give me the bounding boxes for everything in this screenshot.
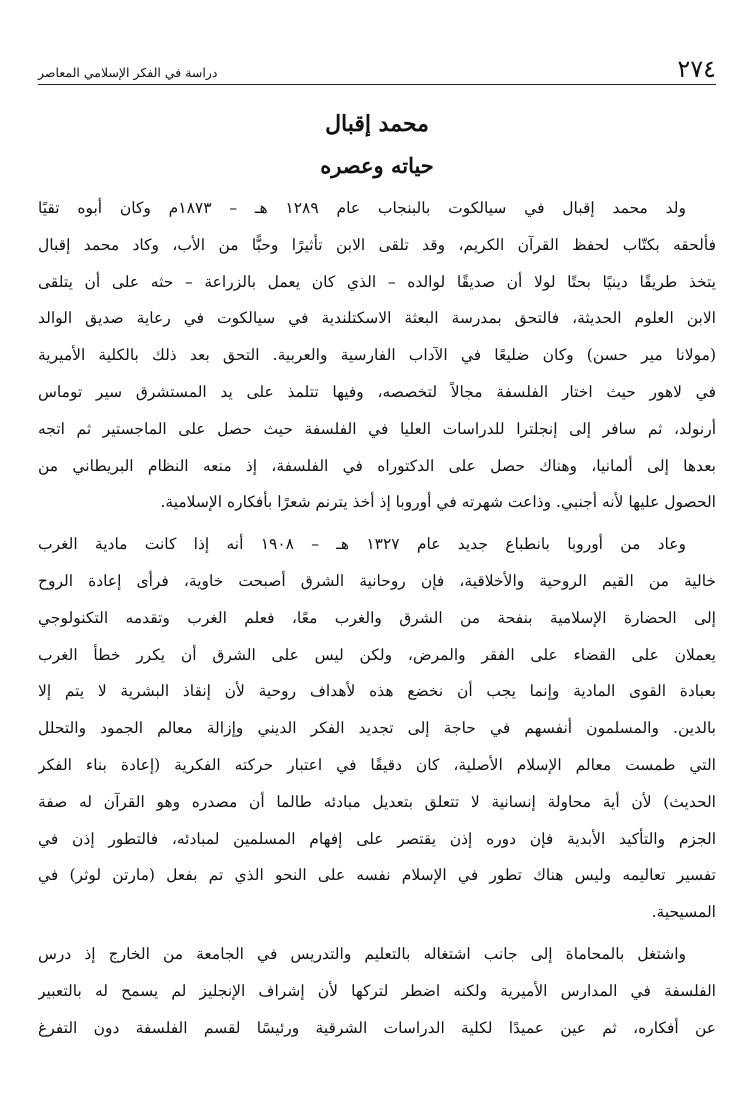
paragraph-line: الابن العلوم الحديثة، فالتحق بمدرسة البعثة الاسكتلندية في سيالكوت في رعاية صديق الوالد <box>38 309 716 328</box>
paragraph-line: بالدين. والمسلمون أنفسهم في حاجة إلى تجديد الفكر الديني وإزالة معالم الجمود والتحلل <box>38 719 716 738</box>
paragraph-1 <box>38 190 716 521</box>
paragraph-line: بعدها إلى ألمانيا، وهناك حصل على الدكتوراه في الفلسفة، إذ منعه النظام البريطاني من <box>38 456 716 475</box>
paragraph-line: الفلسفة في المدارس الأميرية ولكنه اضطر لتركها لأن إشراف الإنجليز لم يسمح له بالتعبير <box>38 981 716 1000</box>
paragraph-line: ولد محمد إقبال في سيالكوت بالبنجاب عام ١٢٨٩ هـ – ١٨٧٣م وكان أبوه تقيًا <box>38 199 686 217</box>
running-header <box>38 50 716 85</box>
book-title: دراسة في الفكر الإسلامي المعاصر <box>38 65 218 80</box>
paragraph-line: (مولانا مير حسن) وكان ضليعًا في الآداب الفارسية والعربية. التحق بعد ذلك بالكلية الأميرية <box>38 346 716 365</box>
paragraph-line: الجزم والتأكيد الأبدية فإن دوره إذن يقتصر على إفهام المسلمين لمبادئه، فالتطور إذن في <box>38 829 716 848</box>
section-title: حياته وعصره <box>320 153 434 178</box>
paragraph-line: المسيحية. <box>651 903 716 922</box>
paragraph-line: وعاد من أوروبا بانطباع جديد عام ١٣٢٧ هـ – ١٩٠٨ أنه إذا كانت مادية الغرب <box>38 535 687 554</box>
paragraph-3 <box>38 936 716 1046</box>
paragraph-line: التي طمست معالم الإسلام الأصلية، كان دقيقًا في اعتبار حركته الفكرية (إعادة بناء الفكر <box>38 755 716 774</box>
paragraph-line: الحصول عليها لأنه أجنبي. وذاعت شهرته في أوروبا إذ أخذ يترنم شعرًا بأفكاره الإسلامية. <box>160 493 716 512</box>
paragraph-2 <box>38 526 716 931</box>
paragraph-line: تفسير تعاليمه وليس هناك تطور في الإسلام نفسه على النحو الذي تم بفعل (مارتن لوثر) في <box>38 866 716 885</box>
paragraph-line: الحديث) لأن أية محاولة إنسانية لا تتعلق بتعديل مبادئه طالما أن مصدره وهو القرآن له صفة <box>38 792 716 811</box>
body-text <box>38 190 716 1051</box>
paragraph-line: فألحقه بكتّاب لحفظ القرآن الكريم، وقد تلقى الابن تأثيرًا وحبًّا من الأب، وكاد محمد إقبال <box>38 235 716 254</box>
paragraph-line: يتخذ طريقًا دينيًا بحتًا لولا أن صديقًا لوالده – الذي كان يعمل بالزراعة – حثه على أن يتلقى <box>38 272 716 291</box>
paragraph-line: إلى الحضارة الإسلامية بنفحة من الشرق والغرب معًا، فعلم الغرب وتقدمه التكنولوجي <box>38 608 716 627</box>
paragraph-line: خالية من القيم الروحية والأخلاقية، فإن روحانية الشرق أصبحت خاوية، فرأى إعادة الروح <box>38 571 716 590</box>
paragraph-line: أرنولد، ثم سافر إلى إنجلترا للدراسات العليا في الفلسفة حيث حصل على الماجستير ثم اتجه <box>38 419 716 438</box>
page-number: ٢٧٤ <box>677 55 716 83</box>
paragraph-line: بعبادة القوى المادية وإنما يجب أن نخضع هذه لأهداف روحية لأن إنقاذ البشرية لا يتم إلا <box>38 682 716 701</box>
chapter-title: محمد إقبال <box>325 111 429 137</box>
paragraph-line: في لاهور حيث اختار الفلسفة مجالاً لتخصصه، وفيها تتلمذ على يد المستشرق سير توماس <box>38 382 716 401</box>
paragraph-line: واشتغل بالمحاماة إلى جانب اشتغاله بالتعليم والتدريس في الجامعة من الخارج إذ درس <box>38 944 686 963</box>
paragraph-line: عن أفكاره، ثم عين عميدًا لكلية الدراسات الشرقية ورئيسًا لقسم الفلسفة دون التفرغ <box>38 1018 716 1037</box>
paragraph-line: يعملان على القضاء على الفقر والمرض، ولكن ليس على الشرق أن يكرر خطأ الغرب <box>38 645 716 664</box>
